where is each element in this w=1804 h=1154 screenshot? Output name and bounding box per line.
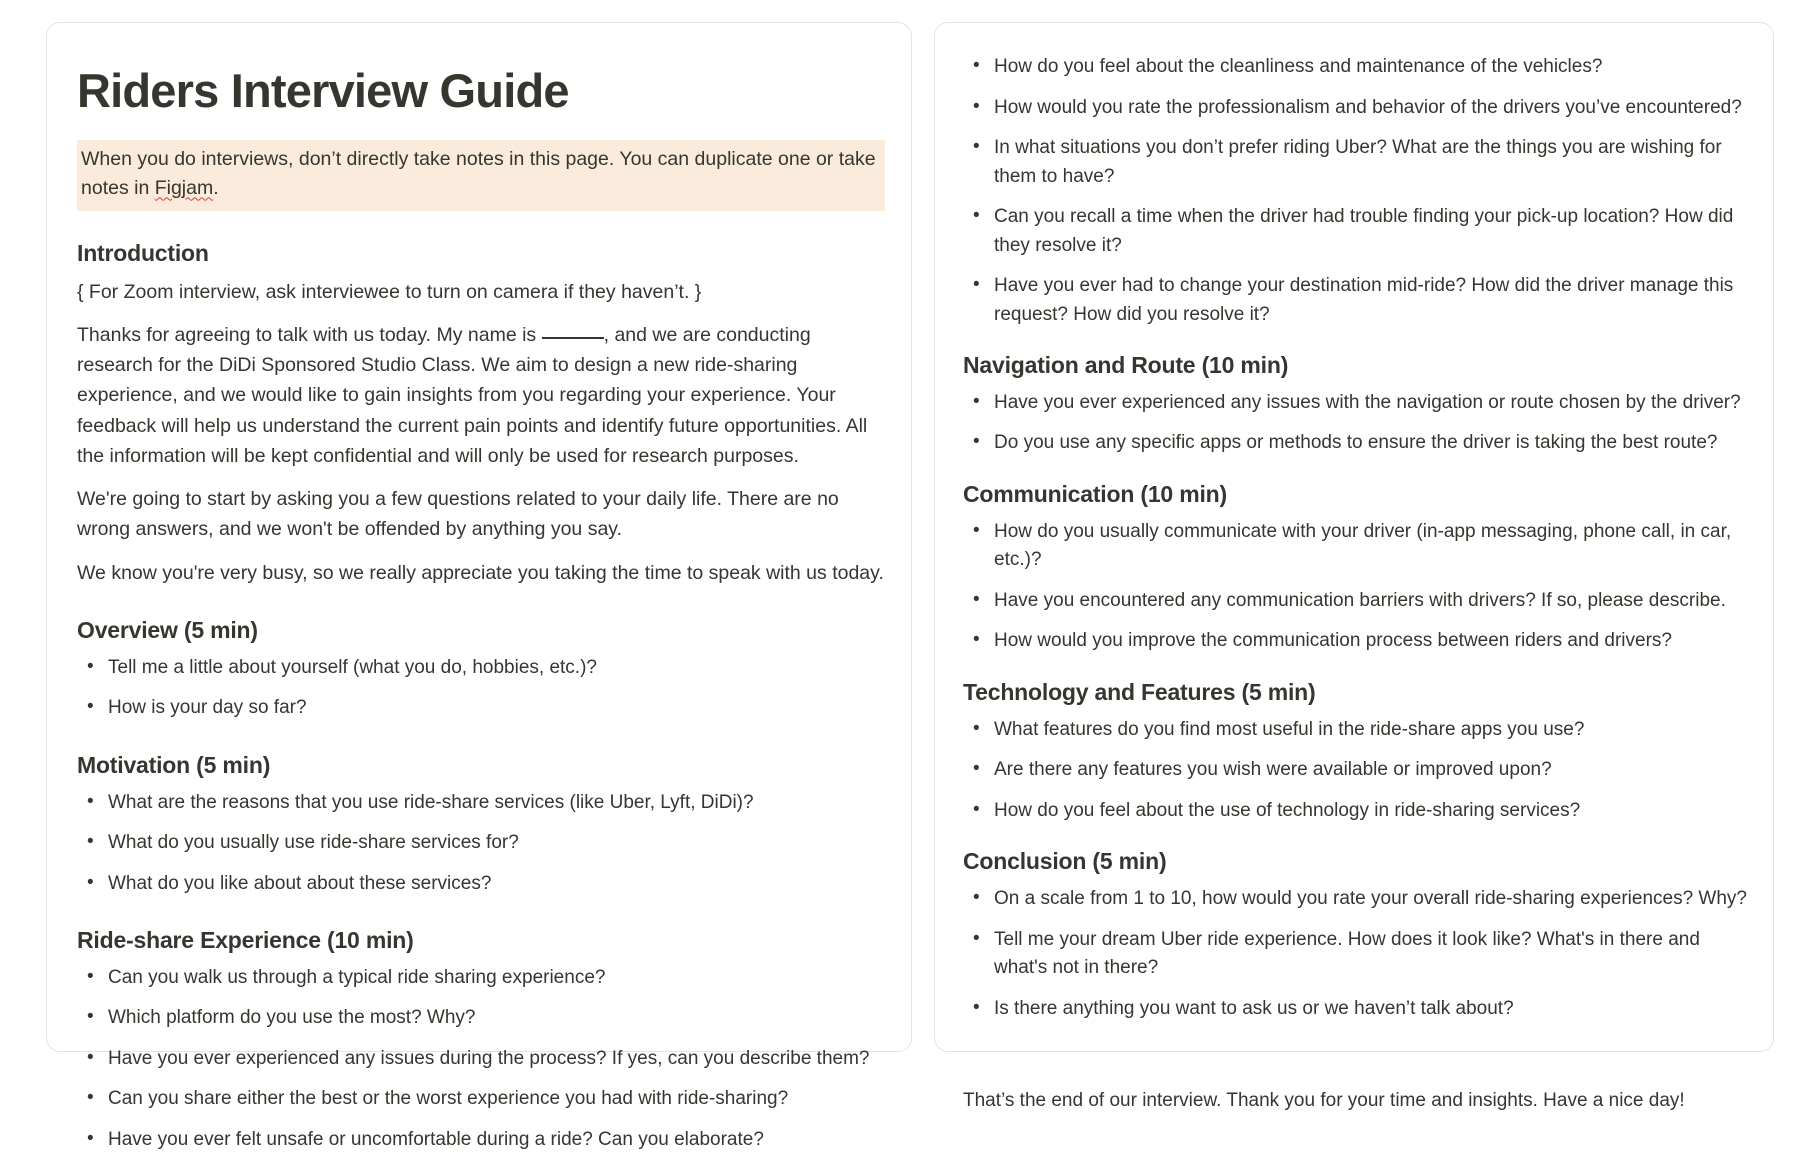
left-page-card xyxy=(46,22,912,1150)
callout-text-before: When you do interviews, don’t directly take notes in this page. You can duplicate one or take notes in xyxy=(81,147,876,200)
list-item: • Can you share either the best or the worst experience you had with ride-sharing? xyxy=(77,1085,885,1114)
question-list-motivation xyxy=(77,789,885,899)
heading-introduction: Introduction xyxy=(77,239,209,266)
question-list-conclusion xyxy=(963,885,1747,1023)
list-item: • What are the reasons that you use ride-share services (like Uber, Lyft, DiDi)? xyxy=(77,789,885,818)
list-item: • How would you rate the professionalism and behavior of the drivers you’ve encountered? xyxy=(963,94,1747,123)
list-item: • How would you improve the communication process between riders and drivers? xyxy=(963,627,1747,656)
list-item: • What do you usually use ride-share services for? xyxy=(77,829,885,858)
list-item: • How do you feel about the cleanliness and maintenance of the vehicles? xyxy=(963,53,1747,82)
list-item: • Can you recall a time when the driver had trouble finding your pick-up location? How did they resolve it? xyxy=(963,203,1747,260)
list-item: • How is your day so far? xyxy=(77,694,885,723)
introduction-paragraph-1 xyxy=(77,320,885,471)
list-item: • Have you ever experienced any issues during the process? If yes, can you describe them? xyxy=(77,1045,885,1074)
list-item: • What features do you find most useful in the ride-share apps you use? xyxy=(963,716,1747,745)
question-list-ride-share-experience xyxy=(77,964,885,1154)
callout-note xyxy=(77,140,885,211)
list-item: • Have you ever felt unsafe or uncomfortable during a ride? Can you elaborate? xyxy=(77,1126,885,1154)
list-item: • How do you feel about the use of technology in ride-sharing services? xyxy=(963,797,1747,826)
question-list-ride-share-experience-continued xyxy=(963,53,1747,329)
heading-motivation: Motivation (5 min) xyxy=(77,751,271,778)
list-item: • What do you like about about these services? xyxy=(77,870,885,899)
name-blank-line xyxy=(542,337,604,339)
heading-overview: Overview (5 min) xyxy=(77,616,258,643)
page-title: Riders Interview Guide xyxy=(77,64,569,117)
callout-misspelled-word: Figjam xyxy=(154,177,214,200)
heading-conclusion: Conclusion (5 min) xyxy=(963,848,1167,875)
question-list-communication xyxy=(963,518,1747,656)
list-item: • In what situations you don’t prefer riding Uber? What are the things you are wishing for them to have? xyxy=(963,134,1747,191)
list-item: • Is there anything you want to ask us or we haven’t talk about? xyxy=(963,995,1747,1024)
intro-p1-before-blank: Thanks for agreeing to talk with us today. My name is xyxy=(77,323,542,346)
list-item: • Are there any features you wish were available or improved upon? xyxy=(963,756,1747,785)
list-item: • How do you usually communicate with your driver (in-app messaging, phone call, in car, etc.)? xyxy=(963,518,1747,575)
list-item: • Which platform do you use the most? Why? xyxy=(77,1004,885,1033)
closing-statement: That’s the end of our interview. Thank you for your time and insights. Have a nice day! xyxy=(963,1090,1685,1112)
heading-technology-and-features: Technology and Features (5 min) xyxy=(963,678,1316,705)
callout-text-after: . xyxy=(213,177,219,200)
question-list-overview xyxy=(77,654,885,723)
right-page-card xyxy=(934,22,1774,1112)
heading-communication: Communication (10 min) xyxy=(963,480,1227,507)
list-item: • On a scale from 1 to 10, how would you rate your overall ride-sharing experiences? Why? xyxy=(963,885,1747,914)
introduction-paragraph-2: We're going to start by asking you a few questions related to your daily life. There are no wrong answers, and we won't be offended by anything you say. xyxy=(77,488,839,541)
list-item: • Have you ever had to change your destination mid-ride? How did the driver manage this request? How did you resolve it? xyxy=(963,272,1747,329)
question-list-technology-and-features xyxy=(963,716,1747,826)
list-item: • Tell me your dream Uber ride experience. How does it look like? What's in there and what's not in there? xyxy=(963,926,1747,983)
intro-p1-after-blank: , and we are conducting research for the DiDi Sponsored Studio Class. We aim to design a new ride-sharing experience, and we would like to gain insights from you regarding your experience. Your feedback will help us understand the current pain points and identify future opportunities. All the information will be kept confidential and will only be used for research purposes. xyxy=(77,323,868,467)
list-item: • Can you walk us through a typical ride sharing experience? xyxy=(77,964,885,993)
introduction-paragraph-3: We know you're very busy, so we really appreciate you taking the time to speak with us today. xyxy=(77,561,884,584)
heading-ride-share-experience: Ride-share Experience (10 min) xyxy=(77,927,414,954)
introduction-bracket-note: { For Zoom interview, ask interviewee to turn on camera if they haven’t. } xyxy=(77,280,702,303)
list-item: • Have you ever experienced any issues with the navigation or route chosen by the driver? xyxy=(963,389,1747,418)
list-item: • Do you use any specific apps or methods to ensure the driver is taking the best route? xyxy=(963,429,1747,458)
question-list-navigation-and-route xyxy=(963,389,1747,458)
heading-navigation-and-route: Navigation and Route (10 min) xyxy=(963,352,1289,378)
list-item: • Tell me a little about yourself (what you do, hobbies, etc.)? xyxy=(77,654,885,683)
list-item: • Have you encountered any communication barriers with drivers? If so, please describe. xyxy=(963,587,1747,616)
